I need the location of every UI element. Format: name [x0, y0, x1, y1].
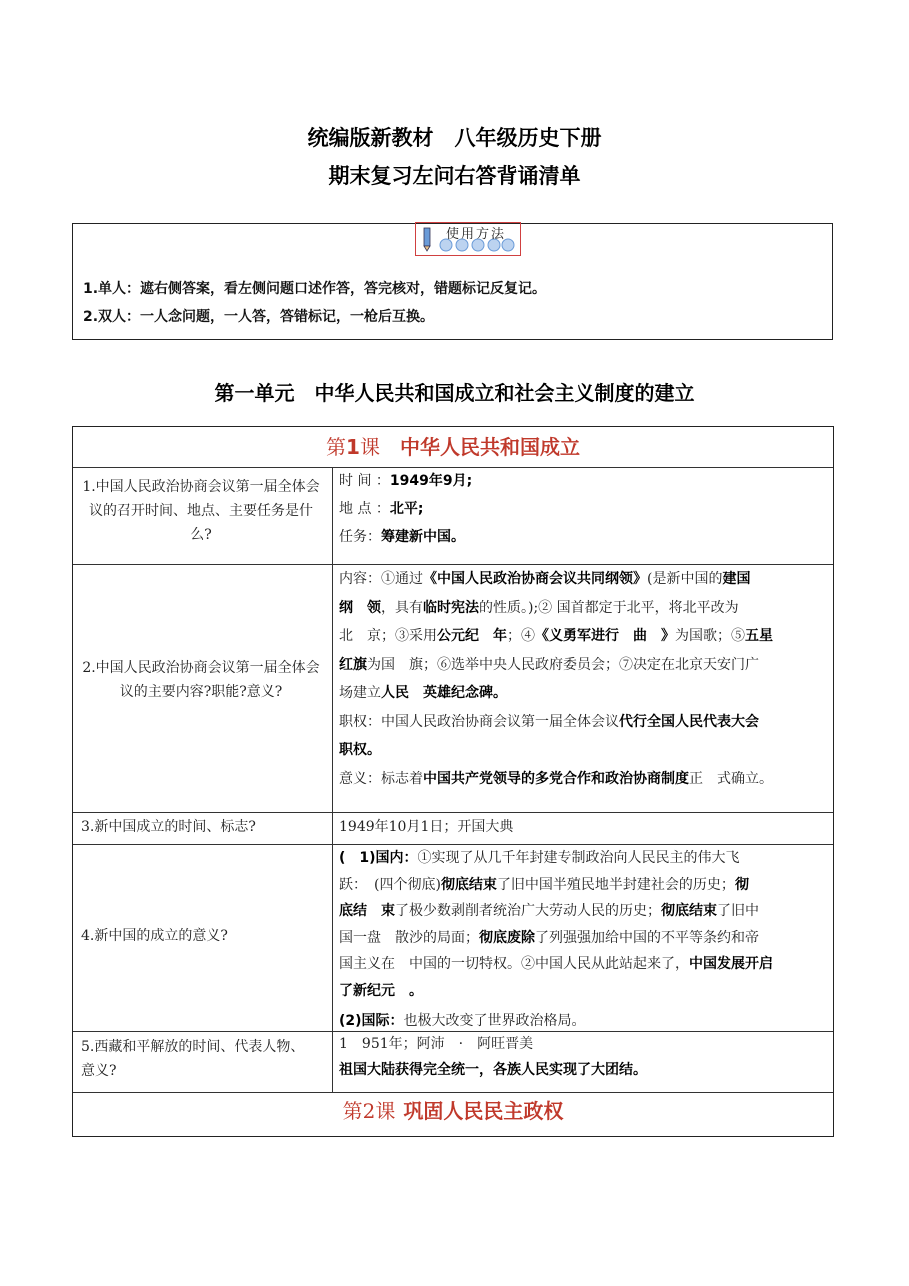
- question-1: 1.中国人民政治协商会议第一届全体会议的召开时间、地点、主要任务是什么?: [82, 479, 320, 543]
- usage-box: [72, 223, 833, 340]
- answer-2-power: 职权：中国人民政治协商会议第一届全体会议代行全国人民代表大会: [339, 713, 759, 730]
- lesson-1-name: 中华人民共和国成立: [399, 435, 580, 459]
- answer-1-time: 时 间 ：1949年9月;: [339, 473, 473, 489]
- row-divider: [73, 1092, 833, 1093]
- lesson-2-number: 2: [362, 1099, 376, 1123]
- usage-badge: [415, 222, 521, 256]
- question-3: 3.新中国成立的时间、标志?: [81, 819, 256, 835]
- document-title: 统编版新教材 八年级历史下册: [307, 126, 602, 150]
- answer-4-international: (2)国际：也极大改变了世界政治格局。: [339, 1013, 586, 1029]
- answer-1: [339, 467, 831, 551]
- answer-3: 1949年10月1日；开国大典: [339, 819, 514, 835]
- lesson-2-suffix: 课: [375, 1099, 396, 1123]
- answer-4-line3: 底结 束了极少数剥削者统治广大劳动人民的历史；彻底结束了旧中: [339, 903, 759, 919]
- qa-table: [72, 426, 834, 1137]
- lesson-2-name: 巩固人民民主政权: [403, 1099, 564, 1123]
- usage-rule-single: 1.单人：遮右侧答案，看左侧问题口述作答，答完核对，错题标记反复记。: [83, 281, 547, 297]
- lesson-1-heading: [73, 431, 833, 460]
- answer-4-line2: 跃： (四个彻底)彻底结束了旧中国半殖民地半封建社会的历史；彻: [339, 876, 749, 893]
- answer-4-line6: 了新纪元 。: [339, 982, 423, 999]
- document-subtitle: 期末复习左问右答背诵清单: [328, 164, 581, 188]
- answer-2-power-cont: 职权。: [339, 742, 381, 758]
- answer-2-content-line5: 场建立人民 英雄纪念碑。: [339, 685, 507, 701]
- answer-2-meaning: 意义：标志着中国共产党领导的多党合作和政治协商制度正 式确立。: [339, 770, 773, 787]
- pencil-icon: [420, 226, 434, 252]
- unit-title: 第一单元 中华人民共和国成立和社会主义制度的建立: [214, 381, 695, 405]
- usage-rule-pair: 2.双人：一人念问题，一人答，答错标记，一枪后互换。: [83, 309, 435, 325]
- answer-1-task: 任务：筹建新中国。: [339, 529, 465, 545]
- column-divider: [332, 467, 333, 1092]
- question-4: 4.新中国的成立的意义?: [81, 928, 228, 944]
- lesson-1-suffix: 课: [359, 435, 380, 459]
- answer-2-content-line4: 红旗为国 旗；⑥选举中央人民政府委员会；⑦决定在北京天安门广: [339, 656, 759, 673]
- answer-2-content-line3: 北 京；③采用公元纪 年；④《义勇军进行 曲 》为国歌；⑤五星: [339, 628, 773, 644]
- answer-2-content-line1: 内容：①通过《中国人民政治协商会议共同纲领》(是新中国的建国: [339, 571, 751, 587]
- answer-4: [339, 845, 831, 1035]
- answer-5-line1: 1 951年；阿沛 · 阿旺晋美: [339, 1036, 534, 1052]
- lesson-2-prefix: 第: [342, 1099, 363, 1123]
- question-2: 2.中国人民政治协商会议第一届全体会议的主要内容?职能?意义?: [82, 660, 320, 700]
- lesson-1-number: 1: [346, 435, 360, 459]
- answer-2: [339, 565, 831, 793]
- lesson-1-prefix: 第: [326, 435, 347, 459]
- answer-1-place: 地 点 ：北平;: [339, 501, 424, 517]
- answer-5: [339, 1031, 831, 1083]
- lesson-2-heading: [73, 1095, 833, 1124]
- question-5: 5.西藏和平解放的时间、代表人物、 意义?: [81, 1039, 312, 1079]
- answer-4-line4: 国一盘 散沙的局面；彻底废除了列强强加给中国的不平等条约和帝: [339, 929, 759, 946]
- usage-badge-label: 使用方法: [446, 227, 507, 242]
- answer-5-line2: 祖国大陆获得完全统一，各族人民实现了大团结。: [339, 1062, 647, 1078]
- answer-2-content-line2: 纲 领，具有临时宪法的性质。);② 国首都定于北平，将北平改为: [339, 599, 739, 616]
- answer-4-line1: ( 1)国内：①实现了从几千年封建专制政治向人民民主的伟大飞: [339, 850, 740, 866]
- answer-4-line5: 国主义在 中国的一切特权。②中国人民从此站起来了，中国发展开启: [339, 956, 773, 972]
